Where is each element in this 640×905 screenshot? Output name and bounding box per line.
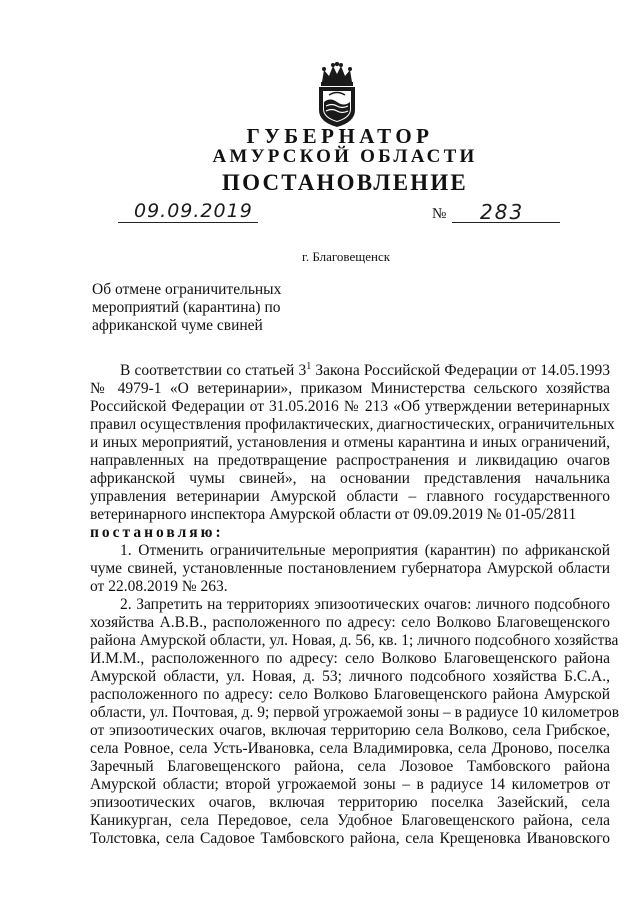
preamble-line: правил осуществления профилактических, диагностических, ограничительных [90,416,615,433]
issuer-region: АМУРСКОЙ ОБЛАСТИ [212,146,478,167]
item2-line: Амурской области; второй угрожаемой зоны – в радиусе 14 километров от [90,776,610,793]
item2-line: района Амурской области, ул. Новая, д. 56, кв. 1; личного подсобного хозяйства [90,632,619,649]
preamble-line: управления ветеринарии Амурской области – главного государственного [90,488,610,505]
issuer-title: ГУБЕРНАТОР [246,124,434,148]
item2-line: села Ровное, села Усть-Ивановка, села Владимировка, села Дроново, поселка [90,740,610,757]
item1-line: от 22.08.2019 № 263. [90,578,228,595]
document-subject [92,281,322,335]
preamble-line: направленных на предотвращение распространения и ликвидацию очагов [90,452,610,469]
coat-of-arms-icon [314,62,360,128]
preamble-line: ветеринарного инспектора Амурской области от 09.09.2019 № 01-05/2811 [90,506,577,523]
preamble-line: В соответствии со статьей $3^1$ Закона Российской Федерации от 14.05.1993 [120,360,610,379]
preamble-line: и иных мероприятий, установления и отмены карантина и иных ограничений, [90,434,610,451]
item2-line: Заречный Благовещенского района, села Лозовое Тамбовского района [90,758,610,775]
issue-city: г. Благовещенск [302,249,391,264]
resolve-word: постановляю: [90,524,224,541]
item1-line: чуме свиней, установленные постановлением губернатора Амурской области [90,560,610,577]
item1-line: 1. Отменить ограничительные мероприятия (карантин) по африканской [120,542,610,559]
preamble-line: Российской Федерации от 31.05.2016 № 213 «Об утверждении ветеринарных [90,398,610,415]
item2-line: Каникурган, села Передовое, села Удобное Благовещенского района, села [90,812,610,829]
item2-line: области, ул. Почтовая, д. 9; первой угрожаемой зоны – в радиусе 10 километров [90,704,620,721]
document-date: 09.09.2019 [134,200,253,222]
number-underline [452,222,560,223]
subject-line: африканской чуме свиней [92,317,263,334]
item2-line: расположенного по адресу: село Волково Благовещенского района Амурской [90,686,610,703]
item2-line: И.М.М., расположенного по адресу: село Волково Благовещенского района [90,650,610,667]
item2-line: хозяйства А.В.В., расположенного по адресу: село Волково Благовещенского [90,614,610,631]
date-underline [118,222,258,223]
document-number: 283 [480,200,525,224]
subject-line: Об отмене ограничительных [92,281,282,298]
item2-line: от эпизоотических очагов, включая территорию села Волково, села Грибское, [90,722,610,739]
preamble-line: № 4979-1 «О ветеринарии», приказом Министерства сельского хозяйства [90,380,610,397]
item2-line: Амурской области, ул. Новая, д. 53; личного подсобного хозяйства Б.С.А., [90,668,610,685]
number-sign: № [432,206,447,222]
item2-line: Толстовка, села Садовое Тамбовского района, села Крещеновка Ивановского [90,830,610,847]
item2-line: 2. Запретить на территориях эпизоотических очагов: личного подсобного [120,596,610,613]
preamble-line: африканской чумы свиней», на основании представления начальника [90,470,610,487]
subject-line: мероприятий (карантина) по [92,299,281,316]
document-type: ПОСТАНОВЛЕНИЕ [222,170,468,195]
item2-line: эпизоотических очагов, включая территорию поселка Зазейский, села [90,794,610,811]
